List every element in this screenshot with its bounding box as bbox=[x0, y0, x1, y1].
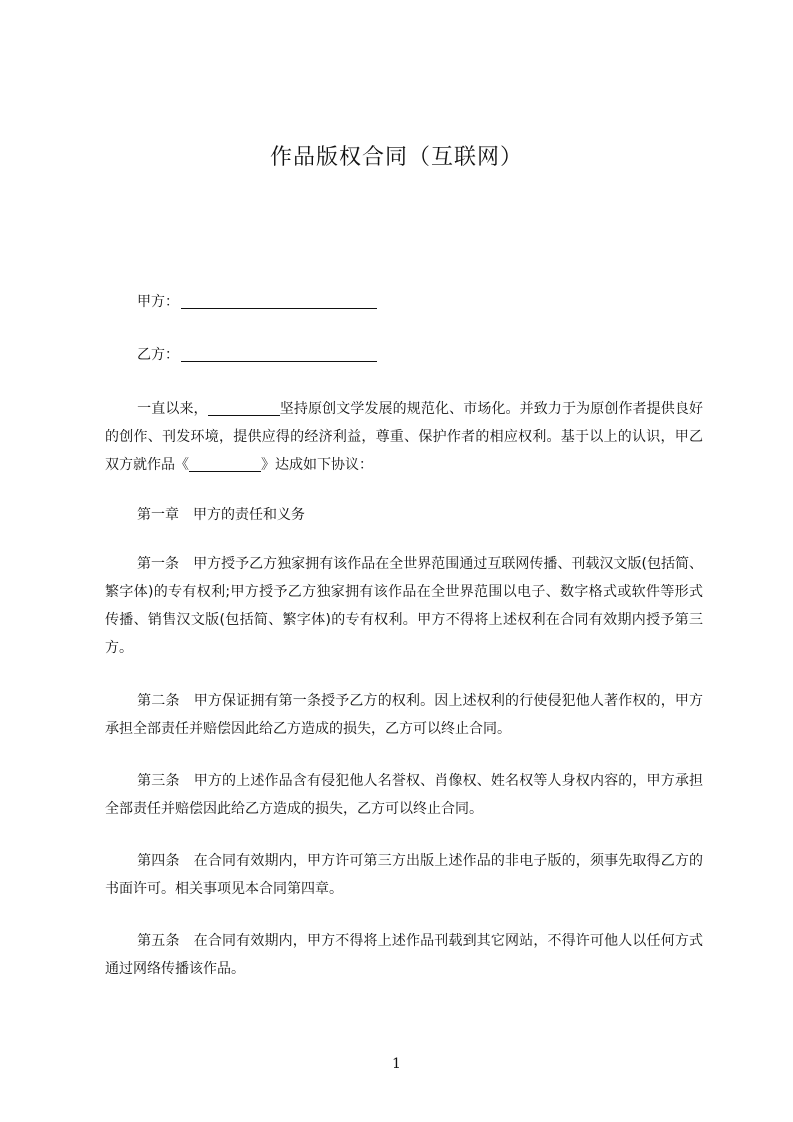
intro-text-3: 》达成如下协议： bbox=[261, 457, 373, 473]
party-b-label: 乙方： bbox=[137, 347, 179, 363]
article-number: 第三条 bbox=[137, 773, 180, 789]
document-title: 作品版权合同（互联网） bbox=[269, 145, 523, 170]
intro-paragraph bbox=[105, 395, 703, 479]
intro-text-1: 一直以来， bbox=[137, 401, 208, 417]
intro-text-2: 坚持原创文学发展的规范化、市场化。并致力于为原创作者提供良好的创作、刊发环境，提供应得的经济利益，尊重、保护作者的相应权利。基于以上的认识，甲乙双方就作品《 bbox=[105, 401, 704, 473]
intro-company-blank bbox=[208, 401, 280, 416]
article-text: 在合同有效期内，甲方不得将上述作品刊载到其它网站，不得许可他人以任何方式通过网络传播该作品。 bbox=[105, 933, 704, 977]
chapter-title: 甲方的责任和义务 bbox=[193, 507, 305, 523]
party-b-blank bbox=[181, 347, 377, 362]
article-text: 甲方保证拥有第一条授予乙方的权利。因上述权利的行使侵犯他人著作权的，甲方承担全部责任并赔偿因此给乙方造成的损失，乙方可以终止合同。 bbox=[105, 693, 704, 737]
chapter-number: 第一章 bbox=[137, 507, 179, 523]
article-number: 第一条 bbox=[137, 556, 180, 572]
party-a-line bbox=[137, 292, 377, 312]
article-number: 第四条 bbox=[137, 853, 180, 869]
chapter-heading bbox=[137, 505, 305, 525]
article-5 bbox=[105, 927, 703, 983]
article-2 bbox=[105, 687, 703, 743]
article-1 bbox=[105, 550, 703, 662]
party-a-blank bbox=[181, 294, 377, 309]
intro-work-title-blank bbox=[189, 457, 261, 472]
party-b-line bbox=[137, 345, 377, 365]
party-a-label: 甲方： bbox=[137, 294, 179, 310]
article-4 bbox=[105, 847, 703, 903]
article-number: 第二条 bbox=[137, 693, 180, 709]
page-number: 1 bbox=[392, 1056, 401, 1072]
article-text: 甲方的上述作品含有侵犯他人名誉权、肖像权、姓名权等人身权内容的，甲方承担全部责任并赔偿因此给乙方造成的损失，乙方可以终止合同。 bbox=[105, 773, 704, 817]
article-3 bbox=[105, 767, 703, 823]
article-text: 在合同有效期内，甲方许可第三方出版上述作品的非电子版的，须事先取得乙方的书面许可。相关事项见本合同第四章。 bbox=[105, 853, 704, 897]
article-text: 甲方授予乙方独家拥有该作品在全世界范围通过互联网传播、刊载汉文版(包括简、繁字体)的专有权利;甲方授予乙方独家拥有该作品在全世界范围以电子、数字格式或软件等形式传播、销售汉文版(包括简、繁字体)的专有权利。甲方不得将上述权利在合同有效期内授予第三方。 bbox=[105, 556, 704, 656]
article-number: 第五条 bbox=[137, 933, 180, 949]
